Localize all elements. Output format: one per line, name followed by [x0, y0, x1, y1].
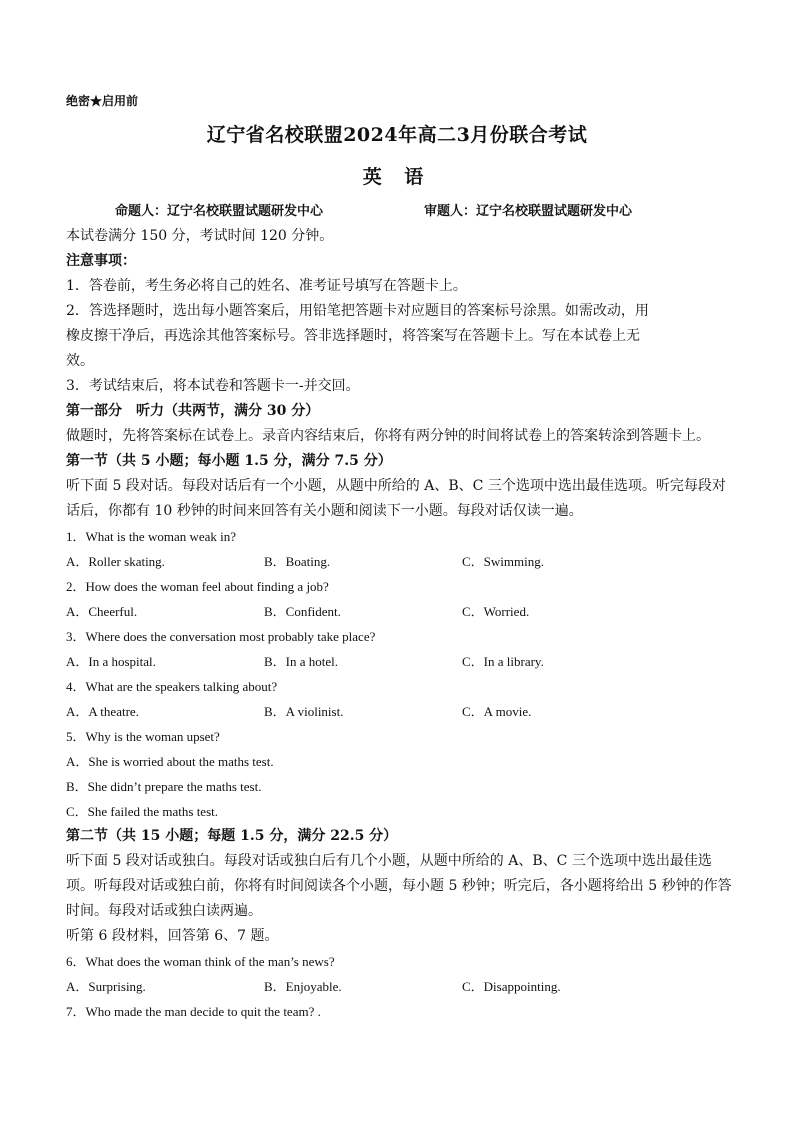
option-b: B．Enjoyable.	[264, 979, 342, 994]
question-2-options	[66, 599, 732, 624]
secret-label: 绝密★启用前	[66, 94, 139, 108]
exam-content	[66, 224, 732, 1024]
question-3-stem: 3．Where does the conversation most probably take place?	[66, 629, 376, 644]
notes-heading: 注意事项：	[66, 253, 136, 269]
section2-instruction: 项。听每段对话或独白前，你将有时间阅读各个小题，每小题 5 秒钟；听完后，各小题将给出 5 秒钟的作答	[66, 878, 732, 894]
note-line: 3．考试结束后，将本试卷和答题卡一-并交回。	[66, 378, 360, 394]
option-a: A．A theatre.	[66, 704, 139, 719]
question-4-stem: 4．What are the speakers talking about?	[66, 679, 278, 694]
part1-heading: 第一部分 听力（共两节，满分 30 分）	[66, 403, 320, 419]
section1-heading: 第一节（共 5 小题；每小题 1.5 分，满分 7.5 分）	[66, 453, 392, 469]
section1-instruction: 听下面 5 段对话。每段对话后有一个小题，从题中所给的 A、B、C 三个选项中选出最佳选项。听完每段对	[66, 478, 726, 494]
question-6-options	[66, 974, 732, 999]
section2-instruction: 听下面 5 段对话或独白。每段对话或独白后有几个小题，从题中所给的 A、B、C 三个选项中选出最佳选	[66, 853, 712, 869]
question-6-stem: 6．What does the woman think of the man’s news?	[66, 954, 335, 969]
option-c: C．Swimming.	[462, 554, 544, 569]
note-line: 效。	[66, 353, 94, 369]
option-b: B．She didn’t prepare the maths test.	[66, 779, 262, 794]
section2-instruction: 时间。每段对话或独白读两遍。	[66, 903, 262, 919]
option-b: B．In a hotel.	[264, 654, 339, 669]
option-b: B．Boating.	[264, 554, 331, 569]
option-b: B．Confident.	[264, 604, 341, 619]
question-3-options	[66, 649, 732, 674]
question-2-stem: 2．How does the woman feel about finding a job?	[66, 579, 329, 594]
option-a: A．She is worried about the maths test.	[66, 754, 274, 769]
material-note: 听第 6 段材料，回答第 6、7 题。	[66, 928, 279, 944]
option-c: C．Disappointing.	[462, 979, 561, 994]
question-1-options	[66, 549, 732, 574]
option-c: C．She failed the maths test.	[66, 804, 219, 819]
note-line: 2．答选择题时，选出每小题答案后，用铅笔把答题卡对应题目的答案标号涂黑。如需改动，用	[66, 303, 649, 319]
note-line: 1．答卷前，考生务必将自己的姓名、准考证号填写在答题卡上。	[66, 278, 467, 294]
question-4-options	[66, 699, 732, 724]
option-a: A．In a hospital.	[66, 654, 156, 669]
note-line: 橡皮擦干净后，再选涂其他答案标号。答非选择题时，将答案写在答题卡上。写在本试卷上无	[66, 328, 640, 344]
section2-heading: 第二节（共 15 小题；每题 1.5 分，满分 22.5 分）	[66, 828, 398, 844]
part1-instruction: 做题时，先将答案标在试卷上。录音内容结束后，你将有两分钟的时间将试卷上的答案转涂到答题卡上。	[66, 428, 710, 444]
question-1-stem: 1．What is the woman weak in?	[66, 529, 237, 544]
option-b: B．A violinist.	[264, 704, 344, 719]
option-c: C．A movie.	[462, 704, 532, 719]
option-a: A．Cheerful.	[66, 604, 138, 619]
subject-title: 英 语	[362, 166, 432, 188]
question-5-stem: 5．Why is the woman upset?	[66, 729, 220, 744]
exam-title: 辽宁省名校联盟2024年高二3月份联合考试	[206, 124, 588, 146]
option-a: A．Roller skating.	[66, 554, 165, 569]
author-right: 审题人：辽宁名校联盟试题研发中心	[424, 204, 633, 219]
option-a: A．Surprising.	[66, 979, 146, 994]
question-7-stem: 7．Who made the man decide to quit the team? .	[66, 1004, 321, 1019]
option-c: C．In a library.	[462, 654, 544, 669]
author-left: 命题人：辽宁名校联盟试题研发中心	[115, 204, 324, 219]
intro-text: 本试卷满分 150 分，考试时间 120 分钟。	[66, 228, 334, 244]
option-c: C．Worried.	[462, 604, 530, 619]
section1-instruction: 话后，你都有 10 秒钟的时间来回答有关小题和阅读下一小题。每段对话仅读一遍。	[66, 503, 583, 519]
